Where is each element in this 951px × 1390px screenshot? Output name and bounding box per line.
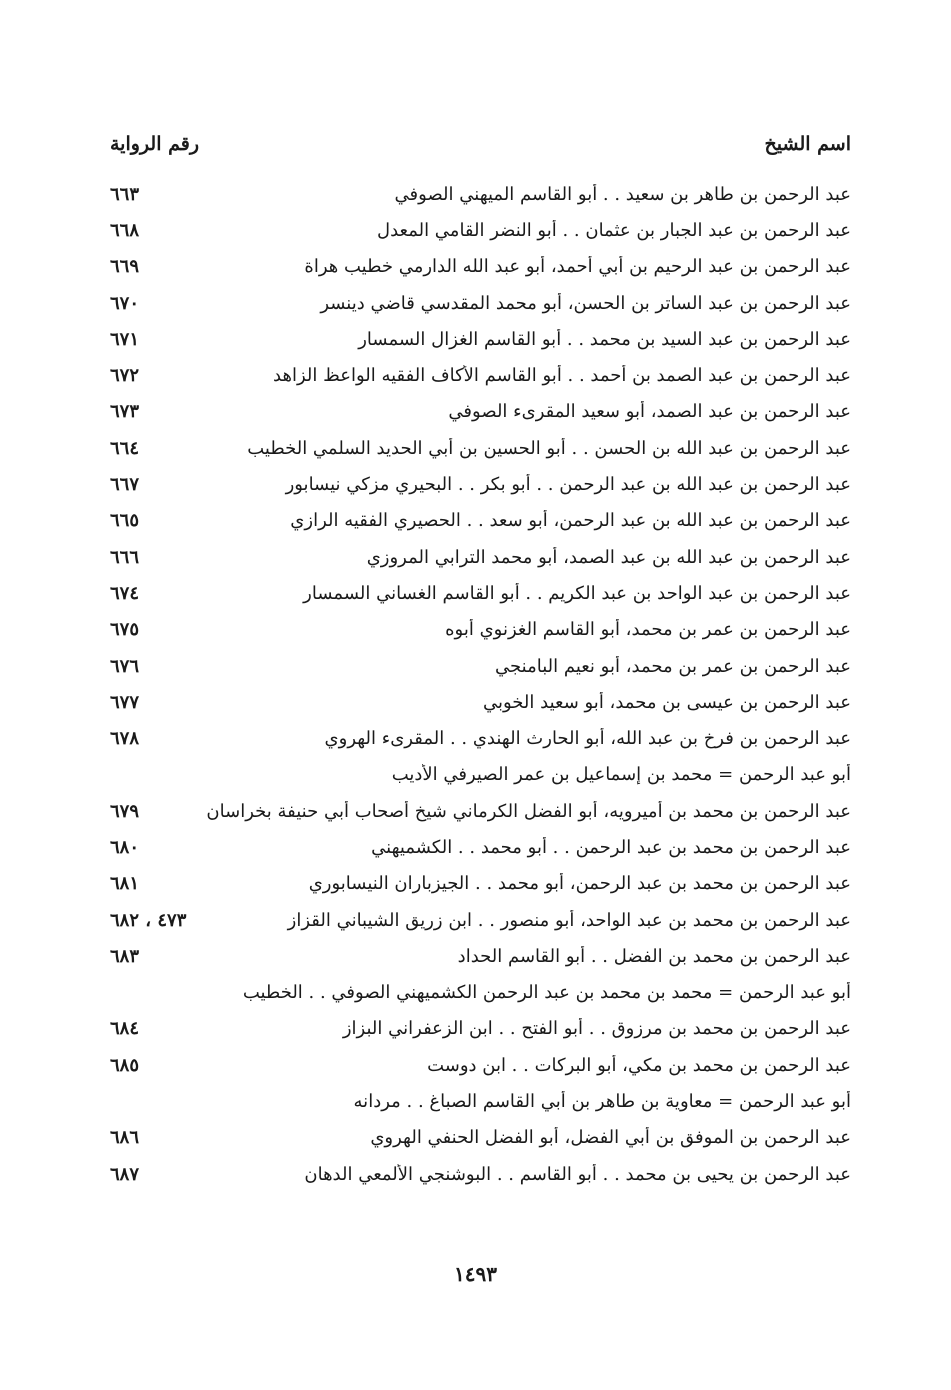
table-header [110, 126, 851, 162]
narration-number: ٦٨١ [110, 873, 140, 895]
narration-number: ٦٨٧ [110, 1163, 140, 1185]
narration-number: ٦٦٩ [110, 256, 140, 278]
sheikh-name: عبد الرحمن بن عبد الصمد، أبو سعيد المقرىء الصوفي [448, 401, 851, 423]
sheikh-name: عبد الرحمن بن عبد السيد بن محمد . . أبو القاسم الغزال السمسار [358, 328, 851, 350]
sheikh-name: عبد الرحمن بن طاهر بن سعيد . . أبو القاسم الميهني الصوفي [394, 183, 851, 205]
list-item [110, 212, 851, 248]
list-item [110, 1120, 851, 1156]
list-item [110, 430, 851, 466]
narration-number: ٦٧٧ [110, 691, 140, 713]
sheikh-name: عبد الرحمن بن محمد بن عبد الرحمن، أبو محمد . . الجيزباران النيسابوري [308, 873, 851, 895]
list-item [110, 1156, 851, 1192]
narration-number: ٦٧٢ [110, 365, 140, 387]
sheikh-name: عبد الرحمن بن عبد الواحد بن عبد الكريم . . أبو القاسم الغساني السمسار [303, 582, 851, 604]
list-item [110, 648, 851, 684]
sheikh-name: عبد الرحمن بن محمد بن مكي، أبو البركات . . ابن دوست [427, 1054, 851, 1076]
narration-number: ٦٧١ [110, 328, 140, 350]
sheikh-name: عبد الرحمن بن محمد بن عبد الرحمن . . أبو محمد . . الكشميهني [371, 836, 851, 858]
sheikh-name: عبد الرحمن بن عمر بن محمد، أبو القاسم الغزنوي أبوه [445, 619, 851, 641]
sheikh-name: أبو عبد الرحمن = محمد بن إسماعيل بن عمر الصيرفي الأديب [391, 764, 851, 786]
list-item [110, 829, 851, 865]
list-item [110, 394, 851, 430]
sheikh-name: عبد الرحمن بن عبد الرحيم بن أبي أحمد، أبو عبد الله الدارمي خطيب هراة [304, 256, 851, 278]
narration-number: ٦٦٣ [110, 183, 140, 205]
narration-number: ٦٧٠ [110, 292, 140, 314]
narration-number: ٦٦٥ [110, 510, 140, 532]
narration-number: ٦٨٠ [110, 836, 140, 858]
narration-number: ٦٨٤ [110, 1018, 140, 1040]
list-item [110, 938, 851, 974]
list-item [110, 866, 851, 902]
sheikh-name: عبد الرحمن بن عبد الساتر بن الحسن، أبو محمد المقدسي قاضي دينسر [320, 292, 851, 314]
narration-number: ٤٧٣ ، ٦٨٢ [110, 909, 187, 931]
sheikh-name: عبد الرحمن بن عمر بن محمد، أبو نعيم البامنجي [495, 655, 851, 677]
list-item [110, 575, 851, 611]
list-item [110, 176, 851, 212]
sheikh-name: أبو عبد الرحمن = معاوية بن طاهر بن أبي القاسم الصباغ . . مردانه [353, 1091, 851, 1113]
narration-number: ٦٦٨ [110, 219, 140, 241]
narration-number: ٦٨٣ [110, 945, 140, 967]
cross-reference-item [110, 975, 851, 1011]
narration-number: ٦٧٨ [110, 728, 140, 750]
index-list [110, 176, 851, 1192]
list-item [110, 285, 851, 321]
number-column-heading: رقم الرواية [110, 133, 199, 155]
list-item [110, 720, 851, 756]
list-item [110, 612, 851, 648]
narration-number: ٦٧٦ [110, 655, 140, 677]
sheikh-name: عبد الرحمن بن عبد الجبار بن عثمان . . أبو النضر القامي المعدل [376, 219, 851, 241]
list-item [110, 321, 851, 357]
narration-number: ٦٦٧ [110, 474, 140, 496]
list-item [110, 902, 851, 938]
sheikh-name: عبد الرحمن بن محمد بن الفضل . . أبو القاسم الحداد [457, 945, 851, 967]
sheikh-name: عبد الرحمن بن عبد الله بن عبد الرحمن، أبو سعد . . الحصيري الفقيه الرازي [290, 510, 851, 532]
list-item [110, 684, 851, 720]
sheikh-name: عبد الرحمن بن عبد الله بن عبد الرحمن . . أبو بكر . . البحيري مزكي نيسابور [285, 474, 851, 496]
sheikh-name: عبد الرحمن بن محمد بن أميرويه، أبو الفضل الكرماني شيخ أصحاب أبي حنيفة بخراسان [206, 800, 851, 822]
sheikh-name: عبد الرحمن بن عبد الصمد بن أحمد . . أبو القاسم الأكاف الفقيه الواعظ الزاهد [273, 365, 851, 387]
list-item [110, 503, 851, 539]
narration-number: ٦٧٣ [110, 401, 140, 423]
sheikh-name: عبد الرحمن بن عبد الله بن الحسن . . أبو الحسين بن أبي الحديد السلمي الخطيب [247, 437, 851, 459]
name-column-heading: اسم الشيخ [764, 133, 851, 155]
narration-number: ٦٦٦ [110, 546, 140, 568]
sheikh-name: عبد الرحمن بن عبد الله بن عبد الصمد، أبو محمد الترابي المروزي [366, 546, 851, 568]
narration-number: ٦٧٥ [110, 619, 140, 641]
sheikh-name: عبد الرحمن بن يحيى بن محمد . . أبو القاسم . . البوشنجي الألمعي الدهان [304, 1163, 851, 1185]
page-number: ١٤٩٣ [454, 1262, 497, 1286]
sheikh-name: عبد الرحمن بن فرخ بن عبد الله، أبو الحارث الهندي . . المقرىء الهروي [324, 728, 851, 750]
list-item [110, 793, 851, 829]
narration-number: ٦٧٤ [110, 582, 140, 604]
list-item [110, 539, 851, 575]
narration-number: ٦٦٤ [110, 437, 140, 459]
narration-number: ٦٨٦ [110, 1127, 140, 1149]
sheikh-name: عبد الرحمن بن محمد بن عبد الواحد، أبو منصور . . ابن زريق الشيباني القزاز [287, 909, 851, 931]
list-item [110, 249, 851, 285]
cross-reference-item [110, 757, 851, 793]
list-item [110, 1011, 851, 1047]
sheikh-name: عبد الرحمن بن عيسى بن محمد، أبو سعيد الخوبي [483, 691, 851, 713]
list-item [110, 1047, 851, 1083]
sheikh-name: عبد الرحمن بن الموفق بن أبي الفضل، أبو الفضل الحنفي الهروي [370, 1127, 851, 1149]
narration-number: ٦٨٥ [110, 1054, 140, 1076]
list-item [110, 357, 851, 393]
cross-reference-item [110, 1083, 851, 1119]
narration-number: ٦٧٩ [110, 800, 140, 822]
sheikh-name: عبد الرحمن بن محمد بن مرزوق . . أبو الفتح . . ابن الزعفراني البزاز [342, 1018, 851, 1040]
list-item [110, 466, 851, 502]
sheikh-name: أبو عبد الرحمن = محمد بن محمد بن عبد الرحمن الكشميهني الصوفي . . الخطيب [242, 982, 851, 1004]
